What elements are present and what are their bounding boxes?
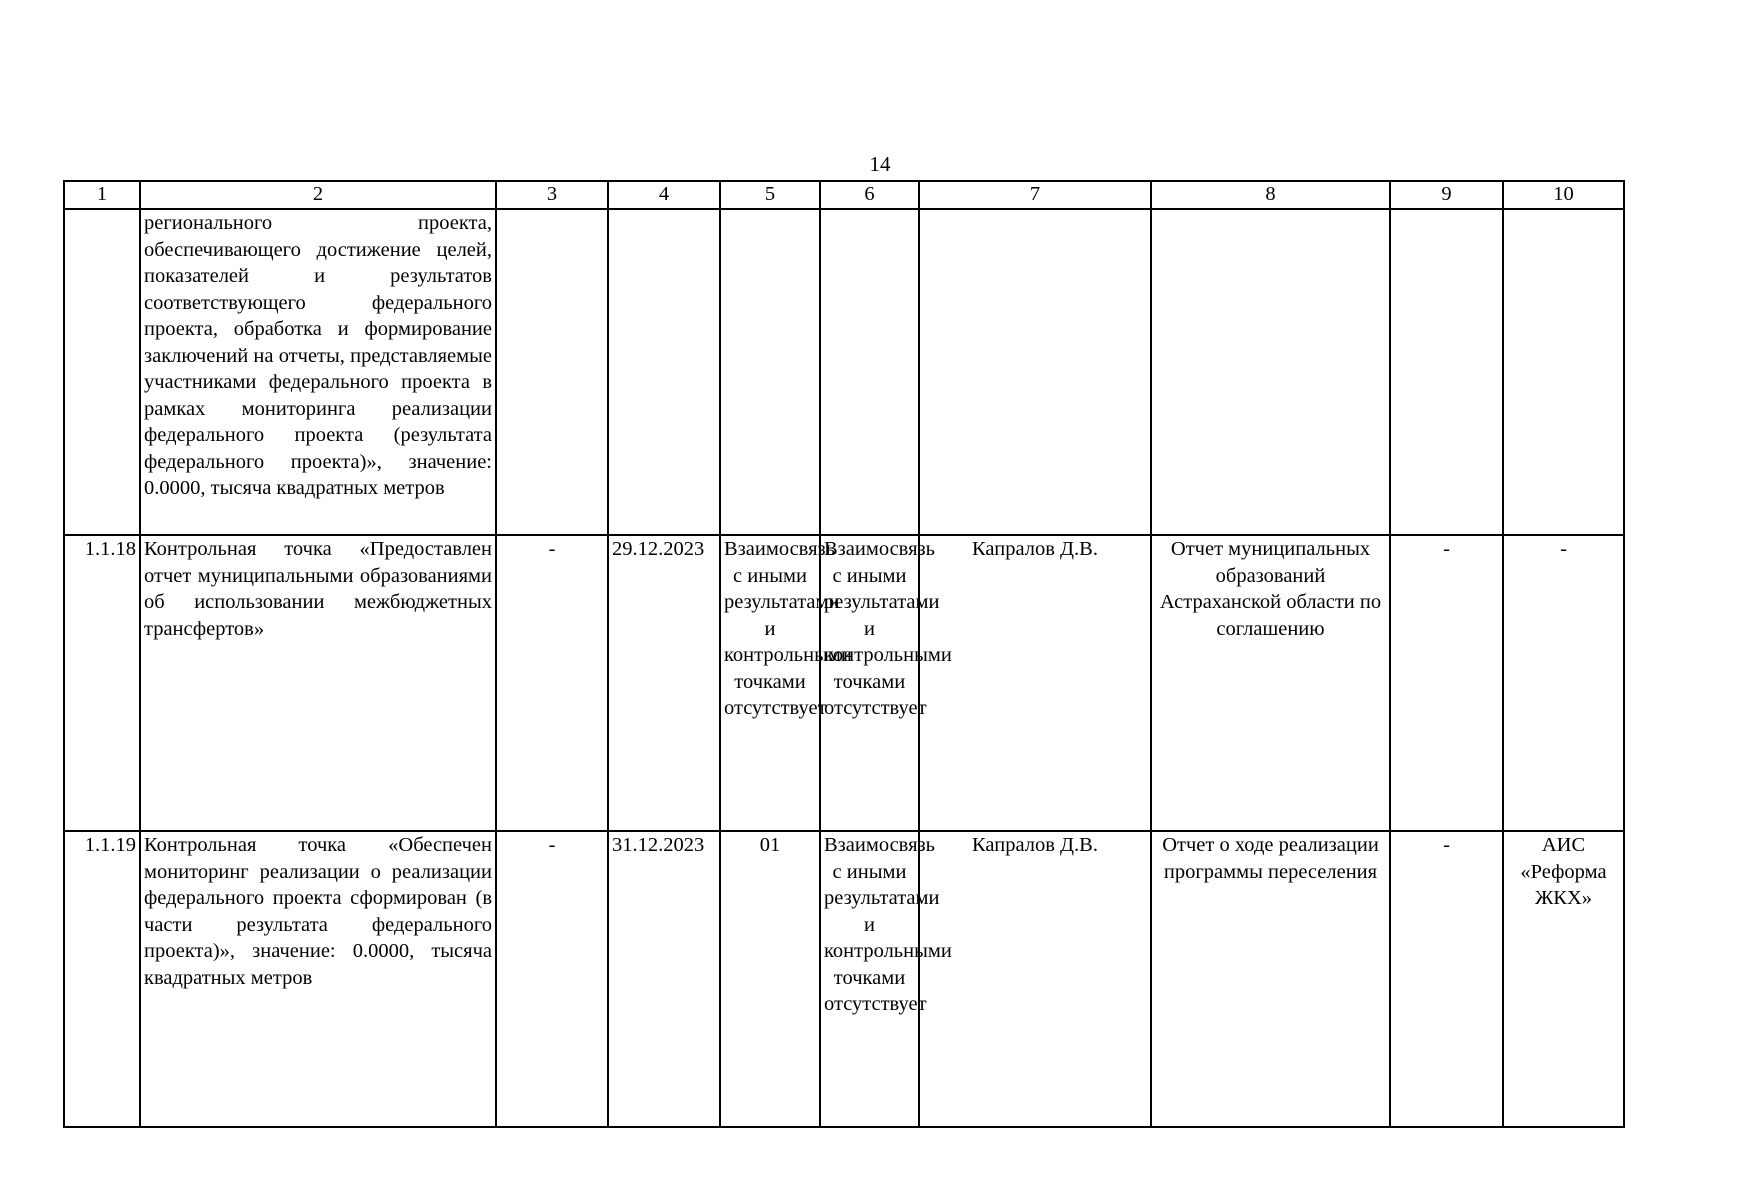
cell-col5: Взаимосвязь с иными результатами и контрольными точками отсутствует [720, 535, 820, 831]
cell-document [1151, 209, 1390, 535]
cell-date [608, 209, 720, 535]
cell-col10 [1503, 209, 1624, 535]
cell-col9: - [1390, 831, 1503, 1127]
cell-col9 [1390, 209, 1503, 535]
cell-num: 1.1.18 [64, 535, 140, 831]
header-cell-2: 2 [140, 181, 496, 209]
cell-responsible: Капралов Д.В. [919, 535, 1151, 831]
cell-col6: Взаимосвязь с иными результатами и контрольными точками отсутствует [820, 535, 919, 831]
cell-col10: - [1503, 535, 1624, 831]
cell-col3: - [496, 535, 608, 831]
cell-date: 29.12.2023 [608, 535, 720, 831]
cell-col6 [820, 209, 919, 535]
table-row [64, 831, 1624, 1127]
cell-description: Контрольная точка «Обеспечен мониторинг реализации о реализации федерального проекта сформирован (в части результата федерального проекта)», значение: 0.0000, тысяча квадратных метров [140, 831, 496, 1127]
cell-document: Отчет о ходе реализации программы переселения [1151, 831, 1390, 1127]
header-cell-4: 4 [608, 181, 720, 209]
cell-date: 31.12.2023 [608, 831, 720, 1127]
cell-col9: - [1390, 535, 1503, 831]
cell-col5: 01 [720, 831, 820, 1127]
table-row-continuation [64, 209, 1624, 535]
cell-col3: - [496, 831, 608, 1127]
header-cell-3: 3 [496, 181, 608, 209]
cell-num: 1.1.19 [64, 831, 140, 1127]
cell-col3 [496, 209, 608, 535]
cell-description: регионального проекта, обеспечивающего достижение целей, показателей и результатов соответствующего федерального проекта, обработка и формирование заключений на отчеты, представляемые участниками федерального проекта в рамках мониторинга реализации федерального проекта (результата федерального проекта)», значение: 0.0000, тысяча квадратных метров [140, 209, 496, 535]
header-cell-7: 7 [919, 181, 1151, 209]
header-cell-8: 8 [1151, 181, 1390, 209]
header-cell-9: 9 [1390, 181, 1503, 209]
control-points-table [63, 180, 1625, 1128]
cell-document: Отчет муниципальных образований Астраханской области по соглашению [1151, 535, 1390, 831]
cell-description: Контрольная точка «Предоставлен отчет муниципальными образованиями об использовании межбюджетных трансфертов» [140, 535, 496, 831]
cell-col5 [720, 209, 820, 535]
header-cell-1: 1 [64, 181, 140, 209]
cell-responsible: Капралов Д.В. [919, 831, 1151, 1127]
table-row [64, 535, 1624, 831]
header-cell-5: 5 [720, 181, 820, 209]
cell-responsible [919, 209, 1151, 535]
cell-col6: Взаимосвязь с иными результатами и контрольными точками отсутствует [820, 831, 919, 1127]
cell-num [64, 209, 140, 535]
header-cell-6: 6 [820, 181, 919, 209]
header-row [64, 181, 1624, 209]
header-cell-10: 10 [1503, 181, 1624, 209]
page-number: 14 [869, 152, 891, 176]
cell-col10: АИС «Реформа ЖКХ» [1503, 831, 1624, 1127]
